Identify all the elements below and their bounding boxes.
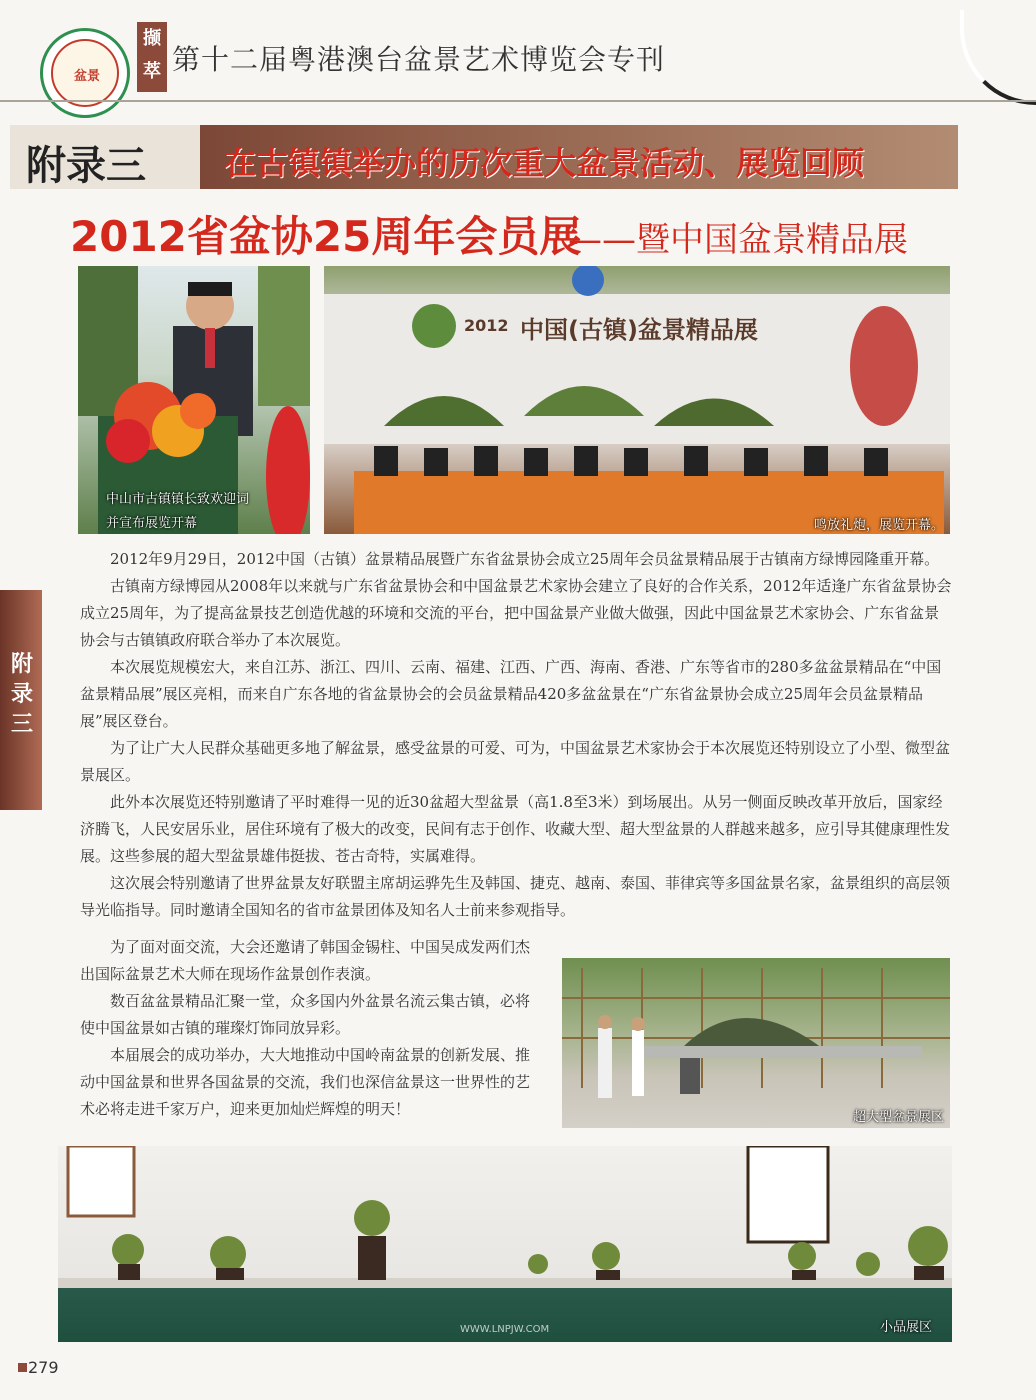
article-paragraph: 此外本次展览还特别邀请了平时难得一见的近30盆超大型盆景（高1.8至3米）到场展出。从另一侧面反映改革开放后，国家经济腾飞，人民安居乐业，居住环境有了极大的改变，民间有志于创作、收藏大型、超大型盆景的人群越来越多，应引导其健康理性发展。这些参展的超大型盆景雄伟挺拔、苍古奇特，实属难得。: [80, 793, 951, 865]
large-bonsai-photo: [562, 958, 950, 1128]
article-paragraph: 为了让广大人民群众基础更多地了解盆景，感受盆景的可爱、可为，中国盆景艺术家协会于本次展览还特别设立了小型、微型盆景展区。: [80, 739, 951, 784]
article-body: [80, 546, 952, 924]
section-label: 附录三: [26, 143, 146, 189]
banner-year: 2012: [464, 316, 509, 335]
header-divider: [0, 100, 1036, 102]
small-bonsai-caption: 小品展区: [879, 1320, 932, 1335]
article-paragraph: 古镇南方绿博园从2008年以来就与广东省盆景协会和中国盆景艺术家协会建立了良好的合作关系，2012年适逢广东省盆景协会成立25周年，为了提高盆景技艺创造优越的环境和交流的平台，把中国盆景产业做大做强，因此中国盆景艺术家协会、广东省盆景协会与古镇镇政府联合举办了本次展览。: [80, 577, 952, 649]
article-paragraph: 这次展会特别邀请了世界盆景友好联盟主席胡运骅先生及韩国、捷克、越南、泰国、菲律宾等多国盆景名家，盆景组织的高层领导光临指导。同时邀请全国知名的省市盆景团体及知名人士前来参观指导。: [80, 874, 951, 919]
article-paragraph: 数百盆盆景精品汇聚一堂，众多国内外盆景名流云集古镇，必将使中国盆景如古镇的璀璨灯饰同放异彩。: [80, 992, 531, 1037]
page-number-marker: [18, 1363, 27, 1372]
speaker-caption-2: 并宣布展览开幕: [106, 516, 198, 531]
logo-seal-icon: [51, 39, 119, 107]
ceremony-illustration: [324, 266, 950, 534]
logo-text: 盆景: [73, 69, 100, 84]
banner-text: 中国(古镇)盆景精品展: [520, 316, 758, 344]
article-title: 2012省盆协25周年会员展: [70, 212, 582, 261]
article-paragraph: 2012年9月29日，2012中国（古镇）盆景精品展暨广东省盆景协会成立25周年会员盆景精品展于古镇南方绿博园隆重开幕。: [110, 550, 940, 568]
header-title: 第十二届粤港澳台盆景艺术博览会专刊: [172, 43, 666, 76]
watermark: WWW.LNPJW.COM: [460, 1324, 550, 1335]
ceremony-caption: 鸣放礼炮，展览开幕。: [813, 518, 944, 533]
article-paragraph: 为了面对面交流，大会还邀请了韩国金锡柱、中国吴成发两们杰出国际盆景艺术大师在现场作盆景创作表演。: [80, 938, 531, 983]
opening-ceremony-photo: [324, 266, 950, 534]
article-paragraph: 本届展会的成功举办，大大地推动中国岭南盆景的创新发展、推动中国盆景和世界各国盆景的交流，我们也深信盆景这一世界性的艺术必将走进千家万户，迎来更加灿烂辉煌的明天！: [80, 1046, 531, 1118]
header-tag: 撷萃: [137, 22, 167, 92]
article-paragraph: 本次展览规模宏大，来自江苏、浙江、四川、云南、福建、江西、广西、海南、香港、广东等省市的280多盆盆景精品在“中国盆景精品展”展区亮相，而来自广东各地的省盆景协会的会员盆景精品420多盆盆景在“广东省盆景协会成立25周年会员盆景精品展”展区登台。: [80, 658, 942, 730]
section-title: 在古镇镇举办的历次重大盆景活动、展览回顾: [224, 144, 865, 182]
small-bonsai-photo: [58, 1146, 952, 1342]
association-logo: [40, 28, 130, 118]
small-bonsai-illustration: [58, 1146, 952, 1342]
page-corner-decoration: [960, 10, 1036, 105]
article-body-continued: [80, 934, 542, 1123]
large-bonsai-illustration: [562, 958, 950, 1128]
speaker-photo: [78, 266, 310, 534]
side-tab-label: 附录三: [10, 652, 33, 737]
article-subtitle: ——暨中国盆景精品展: [568, 220, 908, 260]
speaker-caption-1: 中山市古镇镇长致欢迎词: [106, 492, 250, 507]
large-bonsai-caption: 超大型盆景展区: [852, 1110, 944, 1125]
page-number: 279: [28, 1358, 59, 1377]
